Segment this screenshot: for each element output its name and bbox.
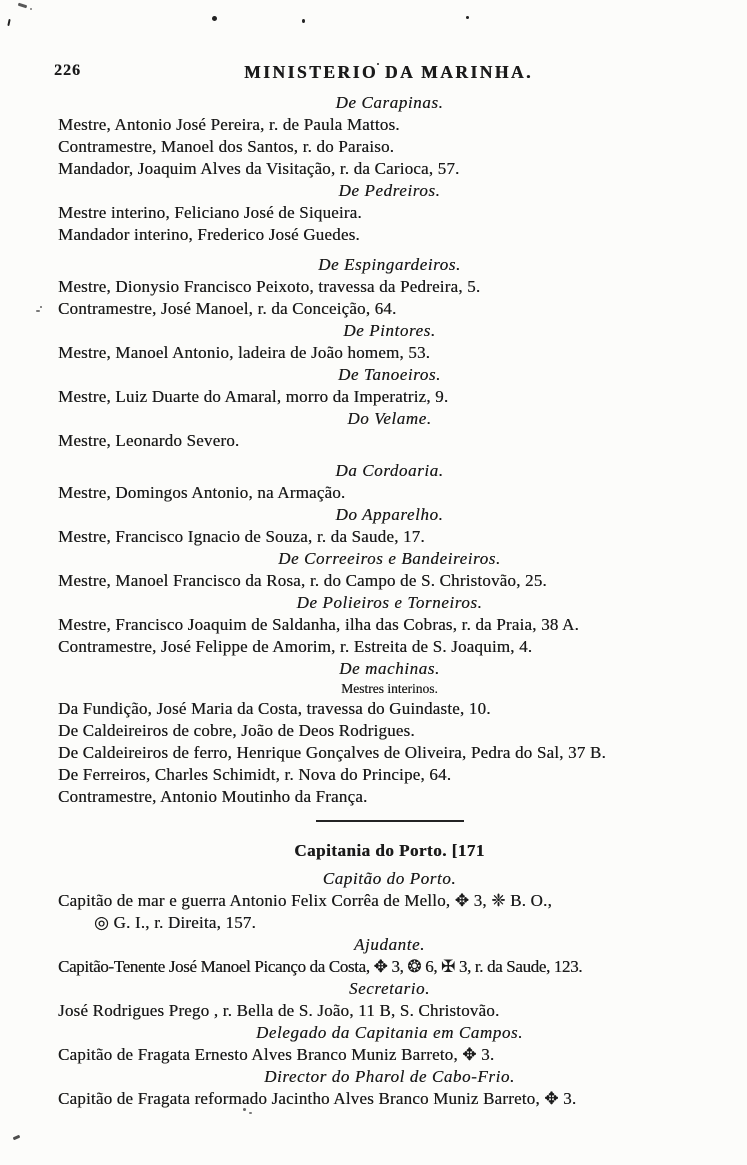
scan-speck [212,16,217,21]
directory-entry: Contramestre, José Felippe de Amorim, r. Estreita de S. Joaquim, 4. [58,637,533,656]
directory-entry: Capitão de Fragata reformado Jacintho Alves Branco Muniz Barreto, ✥ 3. [58,1089,577,1108]
directory-entry: Capitão de Fragata Ernesto Alves Branco Muniz Barreto, ✥ 3. [58,1045,495,1064]
directory-entry: Mestre, Francisco Ignacio de Souza, r. da Saude, 17. [58,527,425,546]
capitania-title: Capitania do Porto. [171 [294,841,485,860]
directory-entry: Mestre, Dionysio Francisco Peixoto, travessa da Pedreira, 5. [58,277,481,296]
directory-entry: Mestre, Antonio José Pereira, r. de Paula Mattos. [58,115,400,134]
scan-speck [466,16,469,19]
directory-entry-continuation: ◎ G. I., r. Direita, 157. [94,913,256,932]
section-heading: De Polieiros e Torneiros. [296,593,483,612]
subsection-director-pharol [58,1066,721,1110]
section-heading: De machinas. [339,659,440,678]
section-de-tanoeiros [58,364,721,408]
subsection-secretario [58,978,721,1022]
scan-speck [302,19,305,23]
directory-entry: Contramestre, Manoel dos Santos, r. do Paraiso. [58,137,395,156]
section-do-velame [58,408,721,452]
directory-entry: Mandador, Joaquim Alves da Visitação, r. da Carioca, 57. [58,159,460,178]
subsection-capitao-do-porto [58,868,721,934]
directory-entry: Mestre interino, Feliciano José de Siqueira. [58,203,362,222]
section-de-polieiros [58,592,721,658]
section-do-apparelho [58,504,721,548]
section-heading: Capitão do Porto. [322,869,457,888]
directory-entry: De Ferreiros, Charles Schimidt, r. Nova do Principe, 64. [58,765,452,784]
subsection-ajudante [58,934,721,978]
directory-entry: Contramestre, Antonio Moutinho da França. [58,787,368,806]
section-subheading: Mestres interinos. [341,681,438,696]
section-heading: De Tanoeiros. [338,365,441,384]
directory-entry: Da Fundição, José Maria da Costa, travessa do Guindaste, 10. [58,699,491,718]
section-heading: Do Velame. [347,409,432,428]
directory-entry: De Caldeireiros de ferro, Henrique Gonçalves de Oliveira, Pedra do Sal, 37 B. [58,743,606,762]
section-heading: Delegado da Capitania em Campos. [255,1023,524,1042]
scan-speck [7,19,10,26]
section-de-pintores [58,320,721,364]
section-de-espingardeiros [58,254,721,320]
section-divider-rule [316,820,464,822]
running-title: MINISTERIO DA MARINHA. [244,62,533,82]
section-de-correeiros [58,548,721,592]
section-de-machinas [58,658,721,808]
section-heading: De Pedreiros. [338,181,441,200]
scan-speck [30,8,32,10]
section-heading: De Pintores. [343,321,436,340]
directory-entry: Mestre, Domingos Antonio, na Armação. [58,483,346,502]
directory-entry: Mandador interino, Frederico José Guedes. [58,225,360,244]
directory-entry: Mestre, Luiz Duarte do Amaral, morro da Imperatriz, 9. [58,387,449,406]
directory-entry: Capitão-Tenente José Manoel Picanço da Costa, ✥ 3, ❂ 6, ✠ 3, r. da Saude, 123. [58,957,583,976]
subsection-delegado-campos [58,1022,721,1066]
directory-entry: José Rodrigues Prego , r. Bella de S. João, 11 B, S. Christovão. [58,1001,500,1020]
scan-speck [18,3,27,9]
scan-speck [36,310,40,312]
section-heading: Da Cordoaria. [335,461,444,480]
section-heading: Do Apparelho. [335,505,444,524]
directory-entry: Contramestre, José Manoel, r. da Conceição, 64. [58,299,397,318]
section-heading: Ajudante. [353,935,426,954]
scan-speck [249,1112,252,1114]
directory-entry: De Caldeireiros de cobre, João de Deos Rodrigues. [58,721,415,740]
directory-entry: Mestre, Manoel Antonio, ladeira de João homem, 53. [58,343,431,362]
scan-speck [243,1108,246,1111]
scan-speck [13,1135,21,1141]
section-heading: De Carapinas. [335,93,444,112]
section-heading: De Espingardeiros. [318,255,461,274]
section-heading: Director do Pharol de Cabo-Frio. [264,1067,515,1086]
section-heading: Secretario. [348,979,431,998]
section-heading: De Correeiros e Bandeireiros. [278,549,501,568]
directory-entry: Capitão de mar e guerra Antonio Felix Corrêa de Mello, ✥ 3, ❈ B. O., [58,891,552,910]
section-de-carapinas [58,92,721,180]
page-number: 226 [54,62,81,79]
directory-entry: Mestre, Manoel Francisco da Rosa, r. do Campo de S. Christovão, 25. [58,571,547,590]
section-da-cordoaria [58,460,721,504]
section-de-pedreiros [58,180,721,246]
page-body [58,92,721,1110]
directory-entry: Mestre, Francisco Joaquim de Saldanha, ilha das Cobras, r. da Praia, 38 A. [58,615,579,634]
scan-speck [40,306,42,308]
directory-entry: Mestre, Leonardo Severo. [58,431,240,450]
page-header [0,62,747,86]
